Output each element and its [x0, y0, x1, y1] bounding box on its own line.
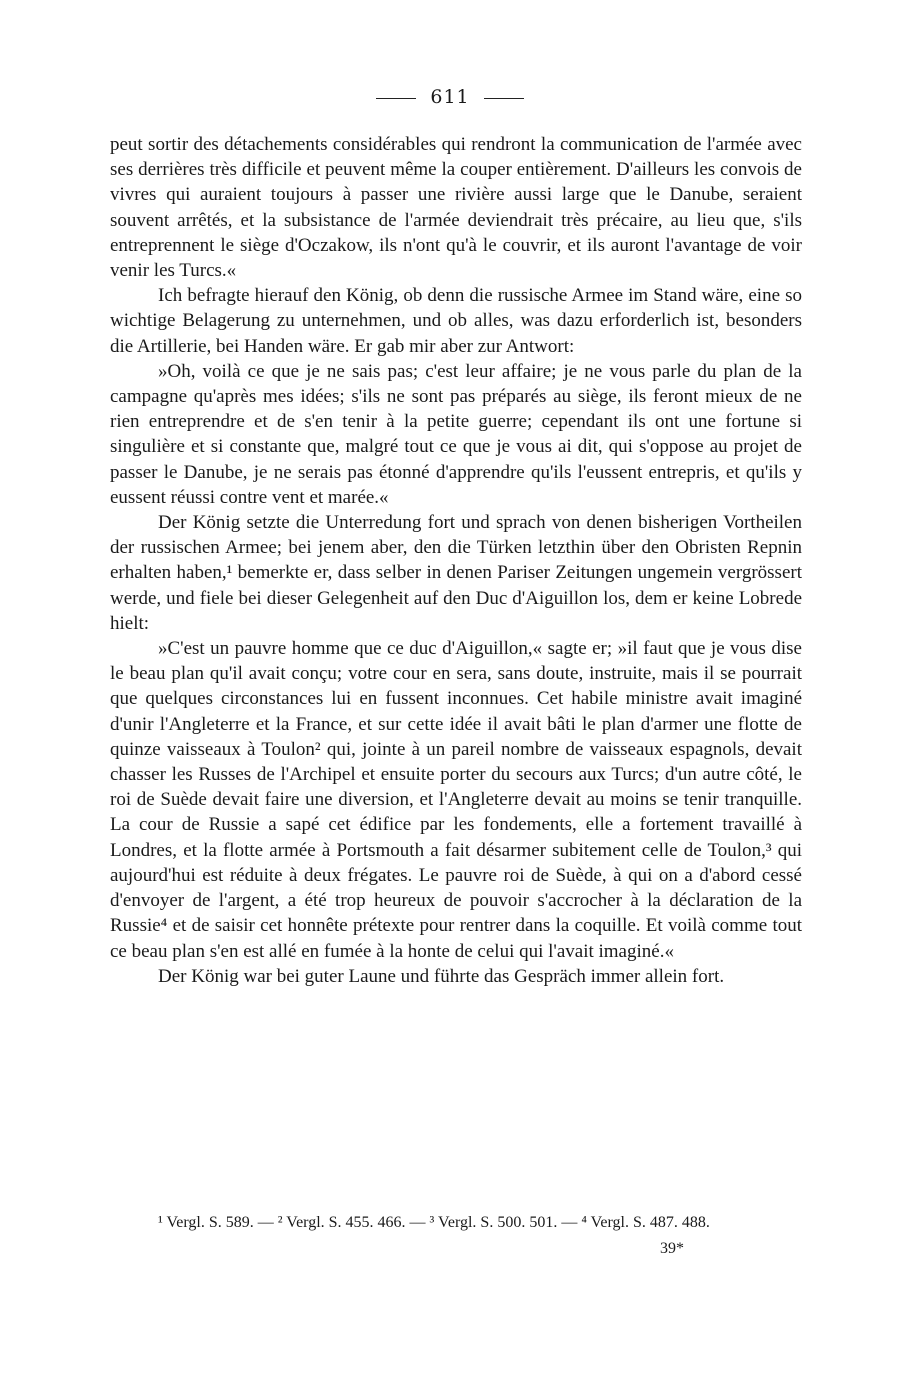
- body-text: [110, 132, 802, 989]
- paragraph: »C'est un pauvre homme que ce duc d'Aiguillon,« sagte er; »il faut que je vous dise le beau plan qu'il avait conçu; votre cour en sera, sans doute, instruite, mais il se pourrait que quelques circonstances lui en fussent inconnues. Cet habile ministre avait imaginé d'unir l'Angleterre et la France, et sur cette idée il avait bâti le plan d'armer une flotte de quinze vaisseaux à Toulon² qui, jointe à un pareil nombre de vaisseaux espagnols, devait chasser les Russes de l'Archipel et ensuite porter du secours aux Turcs; d'un autre côté, le roi de Suède devait faire une diversion, et l'Angleterre devait au moins se tenir tranquille. La cour de Russie a sapé cet édifice par les fondements, elle a fortement travaillé à Londres, et la flotte armée à Portsmouth a fait désarmer subitement celle de Toulon,³ qui aujourd'hui est réduite à deux frégates. Le pauvre roi de Suède, à qui on a d'abord cessé d'envoyer de l'argent, a été trop heureux de pouvoir s'accrocher à la déclaration de la Russie⁴ et de saisir cet honnête prétexte pour rentrer dans la coquille. Et voilà comme tout ce beau plan s'en est allé en fumée à la honte de celui qui l'avait imaginé.«: [110, 638, 802, 962]
- header-dash-right: [484, 98, 524, 99]
- printer-signature: 39*: [660, 1240, 684, 1257]
- paragraph: Der König war bei guter Laune und führte das Gespräch immer allein fort.: [158, 965, 725, 987]
- page-number: 611: [430, 86, 470, 108]
- footnotes: ¹ Vergl. S. 589. — ² Vergl. S. 455. 466. — ³ Vergl. S. 500. 501. — ⁴ Vergl. S. 487. 488.: [158, 1214, 710, 1231]
- header-dash-left: [376, 98, 416, 99]
- paragraph: Der König setzte die Unterredung fort und sprach von denen bisherigen Vortheilen der russischen Armee; bei jenem aber, den die Türken letzthin über den Obristen Repnin erhalten haben,¹ bemerkte er, dass selber in denen Pariser Zeitungen ungemein vergrössert werde, und fiele bei dieser Gelegenheit auf den Duc d'Aiguillon los, dem er keine Lobrede hielt:: [110, 512, 802, 634]
- paragraph: peut sortir des détachements considérables qui rendront la communication de l'armée avec ses derrières très difficile et peuvent même la couper entièrement. D'ailleurs les convois de vivres qui auraient toujours à passer une rivière aussi large que le Danube, seraient souvent arrêtés, et la subsistance de l'armée deviendrait très précaire, au lieu que, s'ils entreprennent le siège d'Oczakow, ils n'ont qu'à le couvrir, et ils auront l'avantage de voir venir les Turcs.«: [110, 134, 802, 282]
- page-header: [0, 86, 900, 108]
- paragraph: Ich befragte hierauf den König, ob denn die russische Armee im Stand wäre, eine so wichtige Belagerung zu unternehmen, und ob alles, was dazu erforderlich ist, besonders die Artillerie, bei Handen wäre. Er gab mir aber zur Antwort:: [110, 285, 802, 357]
- paragraph: »Oh, voilà ce que je ne sais pas; c'est leur affaire; je ne vous parle du plan de la campagne qu'après mes idées; s'ils ne sont pas préparés au siège, ils feront mieux de ne rien entreprendre et de s'en tenir à la petite guerre; cependant ils ont une fortune si singulière et si constante que, malgré tout ce que je vous ai dit, qui s'oppose au projet de passer le Danube, je ne serais pas étonné d'apprendre qu'ils l'eussent entrepris, et qu'ils y eussent réussi contre vent et marée.«: [110, 360, 802, 508]
